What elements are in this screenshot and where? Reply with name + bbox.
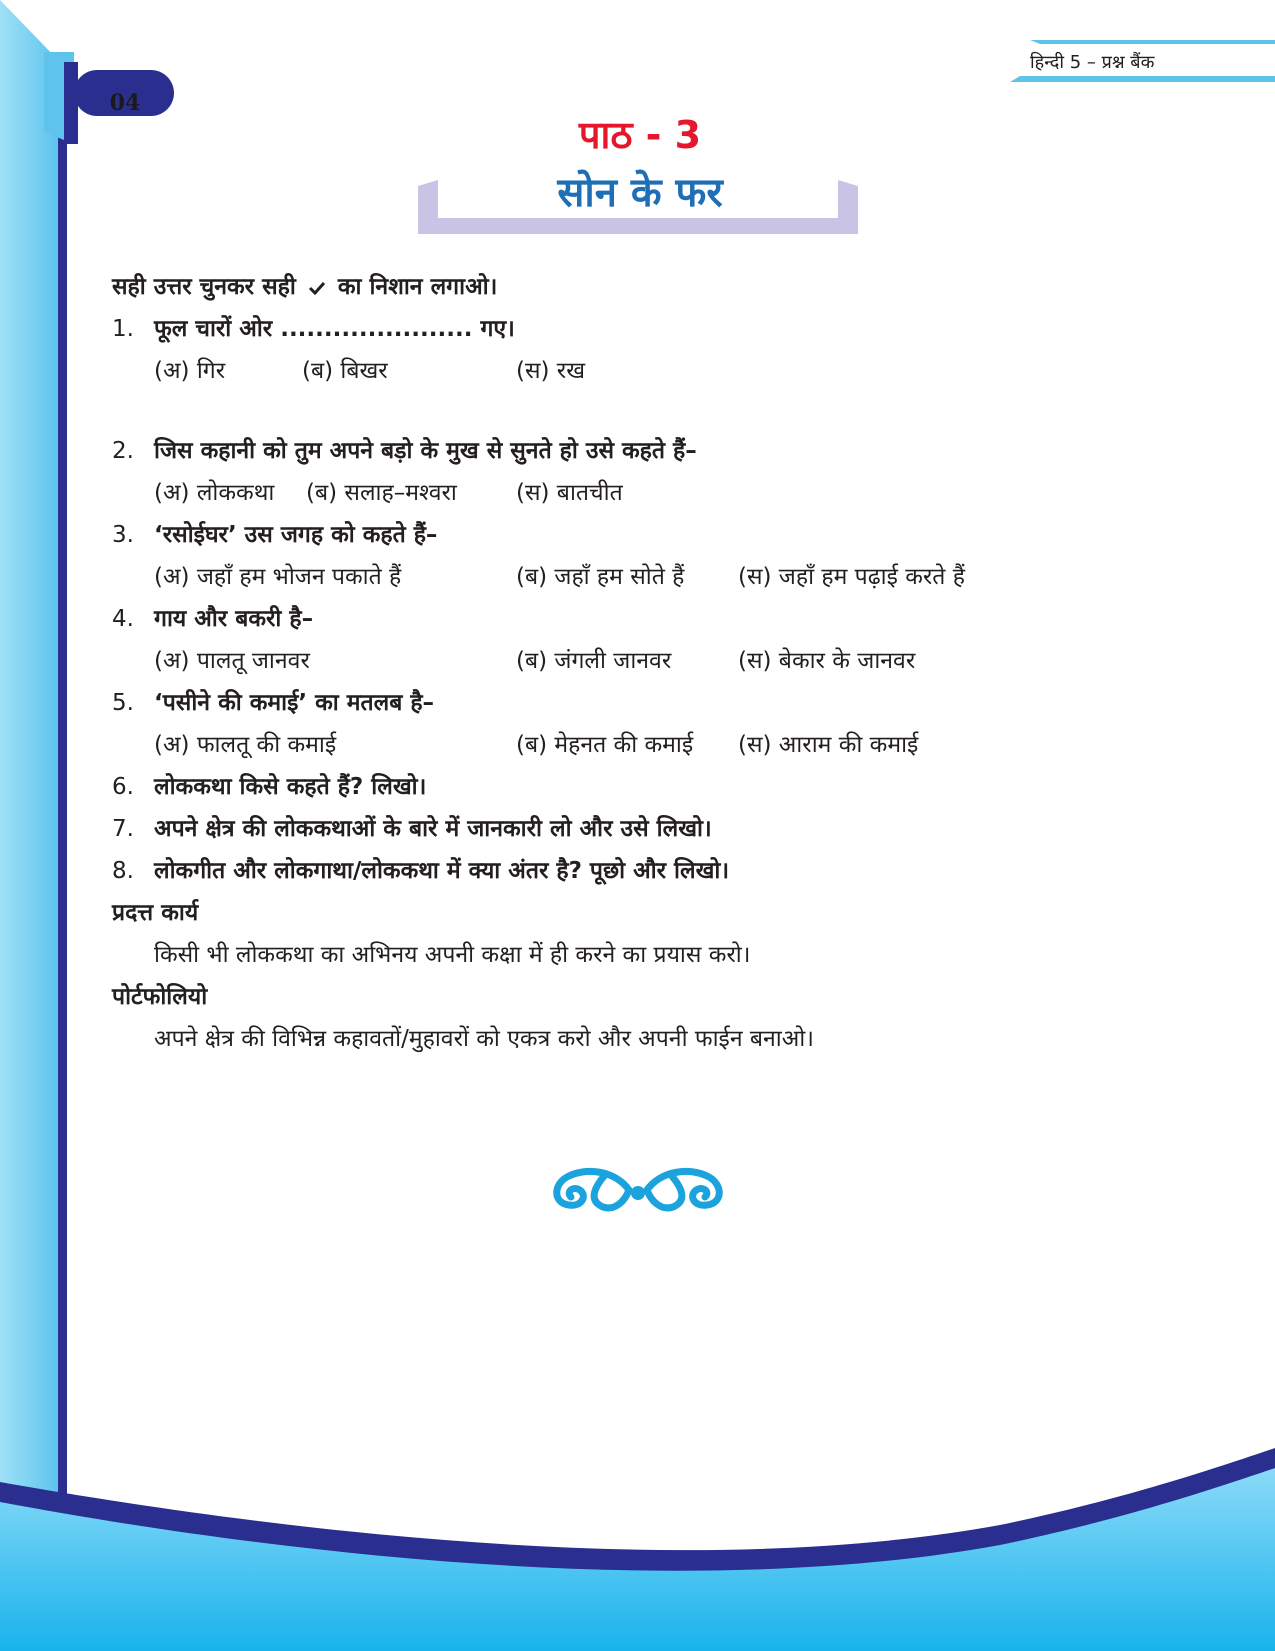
end-ornament-icon bbox=[545, 1165, 731, 1215]
option-a: (अ) फालतू की कमाई bbox=[154, 732, 337, 758]
option-row bbox=[112, 640, 1202, 682]
page-number: 04 bbox=[109, 90, 141, 116]
question-item bbox=[112, 430, 1202, 472]
option-a: (अ) लोककथा bbox=[154, 480, 275, 506]
check-icon bbox=[304, 266, 330, 308]
question-item bbox=[112, 682, 1202, 724]
question-item bbox=[112, 308, 1202, 350]
option-a: (अ) जहाँ हम भोजन पकाते हैं bbox=[154, 564, 402, 590]
portfolio-heading: पोर्टफोलियो bbox=[112, 984, 208, 1010]
option-c: (स) जहाँ हम पढ़ाई करते हैं bbox=[738, 564, 965, 590]
question-item bbox=[112, 514, 1202, 556]
question-text: गाय और बकरी है– bbox=[154, 606, 314, 632]
question-item bbox=[112, 808, 1202, 850]
instruction-line bbox=[112, 266, 1202, 308]
question-text: ‘पसीने की कमाई’ का मतलब है– bbox=[154, 690, 435, 716]
question-item bbox=[112, 766, 1202, 808]
left-sidebar-decoration bbox=[0, 0, 70, 1651]
book-header: हिन्दी 5 – प्रश्न बैंक bbox=[1030, 52, 1155, 73]
option-b: (ब) जंगली जानवर bbox=[516, 648, 672, 674]
question-text: फूल चारों ओर ...................... गए। bbox=[154, 316, 515, 342]
question-content bbox=[112, 266, 1202, 1060]
instruction-text: सही उत्तर चुनकर सही bbox=[112, 274, 296, 300]
question-number: 2. bbox=[112, 438, 134, 464]
question-text: जिस कहानी को तुम अपने बड़ो के मुख से सुनते हो उसे कहते हैं– bbox=[154, 438, 697, 464]
activity-text: किसी भी लोककथा का अभिनय अपनी कक्षा में ही करने का प्रयास करो। bbox=[154, 942, 751, 968]
option-a: (अ) गिर bbox=[154, 358, 226, 384]
option-c: (स) आराम की कमाई bbox=[738, 732, 919, 758]
option-b: (ब) जहाँ हम सोते हैं bbox=[516, 564, 685, 590]
question-number: 5. bbox=[112, 690, 134, 716]
question-number: 3. bbox=[112, 522, 134, 548]
question-text: ‘रसोईघर’ उस जगह को कहते हैं– bbox=[154, 522, 438, 548]
activity-heading: प्रदत्त कार्य bbox=[112, 900, 199, 926]
instruction-text-end: का निशान लगाओ। bbox=[337, 274, 498, 300]
question-number: 1. bbox=[112, 316, 134, 342]
question-text: लोकगीत और लोकगाथा/लोककथा में क्या अंतर है? पूछो और लिखो। bbox=[154, 858, 730, 884]
question-text: लोककथा किसे कहते हैं? लिखो। bbox=[154, 774, 427, 800]
option-c: (स) बातचीत bbox=[516, 480, 623, 506]
question-text: अपने क्षेत्र की लोककथाओं के बारे में जानकारी लो और उसे लिखो। bbox=[154, 816, 712, 842]
question-item bbox=[112, 598, 1202, 640]
option-a: (अ) पालतू जानवर bbox=[154, 648, 310, 674]
question-number: 4. bbox=[112, 606, 134, 632]
question-number: 6. bbox=[112, 774, 134, 800]
option-row bbox=[112, 472, 1202, 514]
option-c: (स) रख bbox=[516, 358, 586, 384]
question-number: 7. bbox=[112, 816, 134, 842]
portfolio-text: अपने क्षेत्र की विभिन्न कहावतों/मुहावरों को एकत्र करो और अपनी फाईन बनाओ। bbox=[154, 1026, 814, 1052]
option-row bbox=[112, 724, 1202, 766]
question-item bbox=[112, 850, 1202, 892]
option-b: (ब) बिखर bbox=[302, 358, 388, 384]
option-b: (ब) मेहनत की कमाई bbox=[516, 732, 694, 758]
option-b: (ब) सलाह–मश्वरा bbox=[306, 480, 457, 506]
lesson-title: सोन के फर bbox=[557, 170, 723, 216]
lesson-number: पाठ - 3 bbox=[578, 113, 702, 157]
question-number: 8. bbox=[112, 858, 134, 884]
option-row bbox=[112, 556, 1202, 598]
option-row bbox=[112, 350, 1202, 392]
option-c: (स) बेकार के जानवर bbox=[738, 648, 916, 674]
bottom-wave-decoration bbox=[0, 1440, 1275, 1651]
